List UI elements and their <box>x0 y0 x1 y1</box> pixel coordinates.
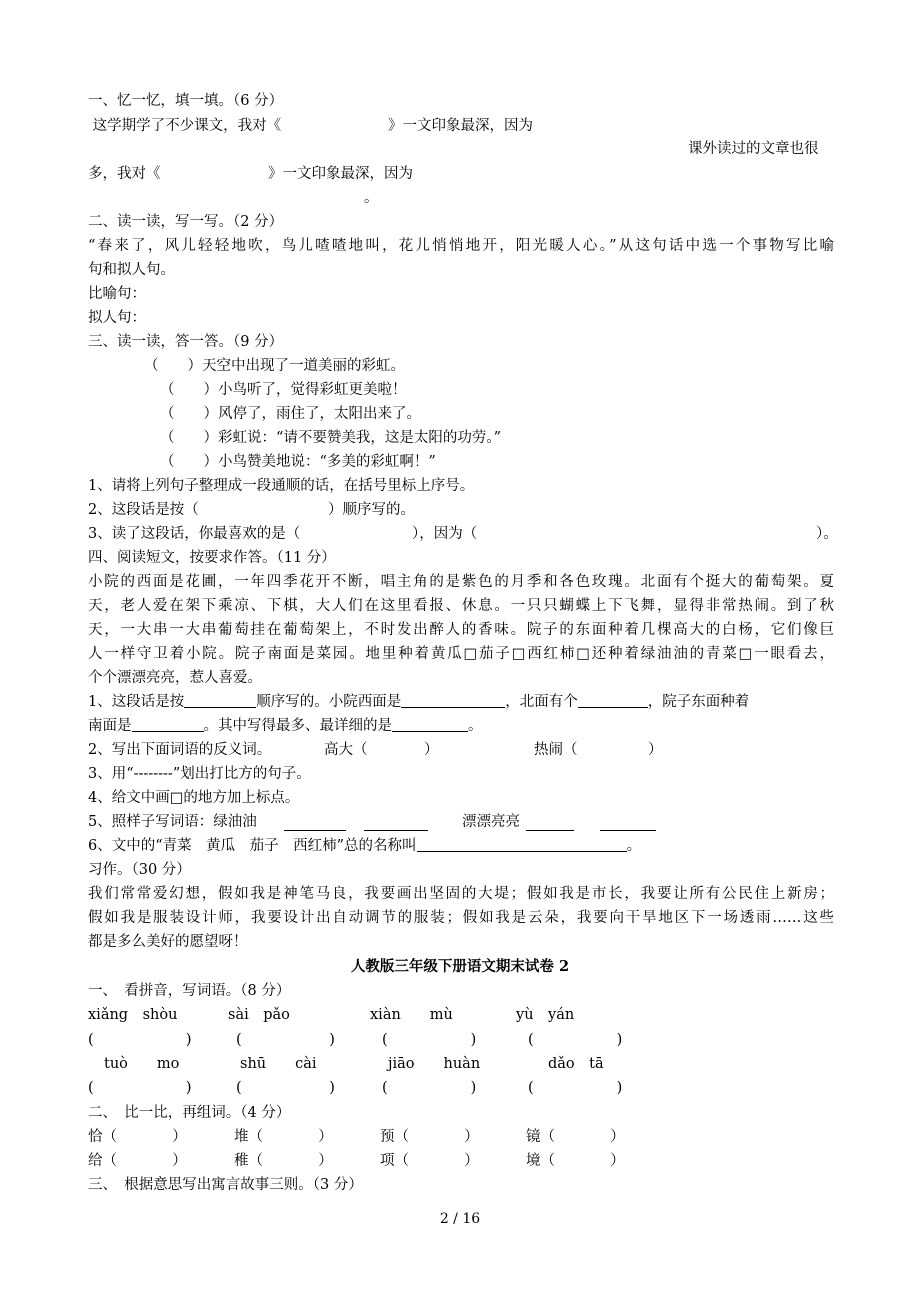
section4-q1-line2: 南面是 。其中写得最多、最详细的是 。 <box>88 718 483 734</box>
answer-blank[interactable] <box>392 716 468 732</box>
sentence-item: （ ）天空中出现了一道美丽的彩虹。 <box>144 358 405 374</box>
section1-line2: 课外读过的文章也很 <box>688 141 819 157</box>
passage-line: 天，老人爱在架下乘凉、下棋，大人们在这里看报、休息。一只只蝴蝶上下飞舞，显得非常热闹。到了秋 <box>88 598 834 614</box>
answer-blank[interactable] <box>364 815 428 831</box>
word-group-item[interactable]: 预（ ） <box>380 1129 479 1145</box>
section3-q2b: ）顺序写的。 <box>328 502 415 518</box>
answer-bracket[interactable]: ( ) <box>528 1032 623 1048</box>
section4-q2e: ） <box>648 742 663 758</box>
section4-q5b: 漂漂亮亮 <box>462 814 520 830</box>
word-group-item[interactable]: 堆（ ） <box>234 1129 333 1145</box>
section4-q6: 6、文中的“青菜 黄瓜 茄子 西红柿”总的名称叫 。 <box>88 838 642 854</box>
composition-line: 假如我是服装设计师，我要设计出自动调节的服装；假如我是云朵，我要向干旱地区下一场透雨……这些 <box>88 910 834 926</box>
answer-blank[interactable] <box>526 815 574 831</box>
pinyin: xiàn mù <box>370 1007 453 1023</box>
section1-heading: 一、忆一忆，填一填。（6 分） <box>88 93 284 109</box>
pinyin: xiǎng shòu <box>88 1007 178 1023</box>
answer-bracket[interactable]: ( ) <box>382 1032 477 1048</box>
passage-line: 人一样守卫着小院。院子南面是菜园。地里种着黄瓜□茄子□西红柿□还种着绿油油的青菜□一眼看去， <box>88 646 834 662</box>
section3-q2a: 2、这段话是按（ <box>88 502 199 518</box>
answer-blank[interactable] <box>417 836 627 852</box>
word-group-item[interactable]: 境（ ） <box>526 1153 625 1169</box>
section3-q3b: ），因为（ <box>412 526 478 542</box>
sentence-item: （ ）风停了，雨住了，太阳出来了。 <box>160 406 421 422</box>
answer-blank[interactable] <box>401 692 505 708</box>
pinyin: yù yán <box>516 1007 575 1023</box>
section1-line3b: 》一文印象最深，因为 <box>268 166 413 182</box>
word-group-item[interactable]: 恰（ ） <box>88 1129 187 1145</box>
answer-blank[interactable] <box>132 716 204 732</box>
pinyin: jiāo huàn <box>388 1056 481 1072</box>
section4-q2d: 热闹（ <box>534 742 578 758</box>
sentence-item: （ ）彩虹说：“请不要赞美我，这是太阳的功劳。” <box>160 430 502 446</box>
section4-q5a: 5、照样子写词语：绿油油 <box>88 814 257 830</box>
passage-line: 小院的西面是花圃，一年四季花开不断，唱主角的是紫色的月季和各色玫瑰。北面有个挺大的葡萄架。夏 <box>88 574 834 590</box>
passage-line: 天，一大串一大串葡萄挂在葡萄架上，不时发出醉人的香味。院子的东面种着几棵高大的白杨，它们像巨 <box>88 622 834 638</box>
exam2-s1-heading: 一、 看拼音，写词语。（8 分） <box>88 983 291 999</box>
composition-line: 都是多么美好的愿望呀！ <box>88 934 248 950</box>
answer-bracket[interactable]: ( ) <box>88 1080 192 1096</box>
word-group-item[interactable]: 镜（ ） <box>526 1129 625 1145</box>
section4-q1-line1: 1、这段话是按 顺序写的。小院西面是 ，北面有个 ，院子东面种着 <box>88 694 750 710</box>
answer-blank[interactable] <box>284 815 346 831</box>
section3-q3c: ）。 <box>816 526 838 542</box>
section1-line1a: 这学期学了不少课文，我对《 <box>88 118 282 134</box>
word-group-item[interactable]: 给（ ） <box>88 1153 187 1169</box>
sentence-item: （ ）小鸟赞美地说：“多美的彩虹啊！” <box>160 454 436 470</box>
answer-blank[interactable] <box>600 815 656 831</box>
section3-q3a: 3、读了这段话，你最喜欢的是（ <box>88 526 301 542</box>
word-group-item[interactable]: 稚（ ） <box>234 1153 333 1169</box>
section3-q1: 1、请将上列句子整理成一段通顺的话，在括号里标上序号。 <box>88 478 475 494</box>
pinyin: dǎo tā <box>548 1056 604 1072</box>
pinyin: tuò mo <box>104 1056 180 1072</box>
section4-q2a: 2、写出下面词语的反义词。 <box>88 742 272 758</box>
simile-label: 比喻句： <box>88 286 146 302</box>
composition-heading: 习作。（30 分） <box>88 862 191 878</box>
exam2-title: 人教版三年级下册语文期末试卷 2 <box>350 958 570 975</box>
exam2-s2-heading: 二、 比一比，再组词。（4 分） <box>88 1105 291 1121</box>
pinyin: sài pǎo <box>228 1007 290 1023</box>
section4-q2c: ） <box>424 742 439 758</box>
section3-heading: 三、读一读，答一答。（9 分） <box>88 334 284 350</box>
section2-quote-line2: 句和拟人句。 <box>88 262 175 278</box>
answer-bracket[interactable]: ( ) <box>382 1080 477 1096</box>
personify-label: 拟人句： <box>88 310 146 326</box>
page-number: 2 / 16 <box>439 1211 481 1227</box>
composition-line: 我们常常爱幻想，假如我是神笔马良，我要画出坚固的大堤；假如我是市长，我要让所有公民住上新房； <box>88 886 834 902</box>
section2-heading: 二、读一读，写一写。（2 分） <box>88 214 284 230</box>
sentence-item: （ ）小鸟听了，觉得彩虹更美啦！ <box>160 382 407 398</box>
section4-q2b: 高大（ <box>324 742 368 758</box>
answer-bracket[interactable]: ( ) <box>236 1032 335 1048</box>
exam2-s3-heading: 三、 根据意思写出寓言故事三则。（3 分） <box>88 1177 363 1193</box>
answer-bracket[interactable]: ( ) <box>528 1080 623 1096</box>
section1-line1b: 》一文印象最深，因为 <box>388 118 533 134</box>
answer-blank[interactable] <box>184 692 256 708</box>
section4-heading: 四、阅读短文，按要求作答。（11 分） <box>88 550 336 566</box>
section4-q3: 3、用“--------”划出打比方的句子。 <box>88 766 311 782</box>
word-group-item[interactable]: 项（ ） <box>380 1153 479 1169</box>
section2-quote-line1: “春来了，风儿轻轻地吹，鸟儿喳喳地叫，花儿悄悄地开，阳光暖人心。”从这句话中选一个事物写比喻 <box>88 238 834 254</box>
section1-line4: 。 <box>364 190 379 206</box>
section4-q4: 4、给文中画□的地方加上标点。 <box>88 790 300 806</box>
passage-line: 个个漂漂亮亮，惹人喜爱。 <box>88 670 262 686</box>
answer-bracket[interactable]: ( ) <box>88 1032 192 1048</box>
pinyin: shū cài <box>240 1056 317 1072</box>
answer-blank[interactable] <box>578 692 648 708</box>
section1-line3a: 多，我对《 <box>88 166 161 182</box>
answer-bracket[interactable]: ( ) <box>236 1080 335 1096</box>
